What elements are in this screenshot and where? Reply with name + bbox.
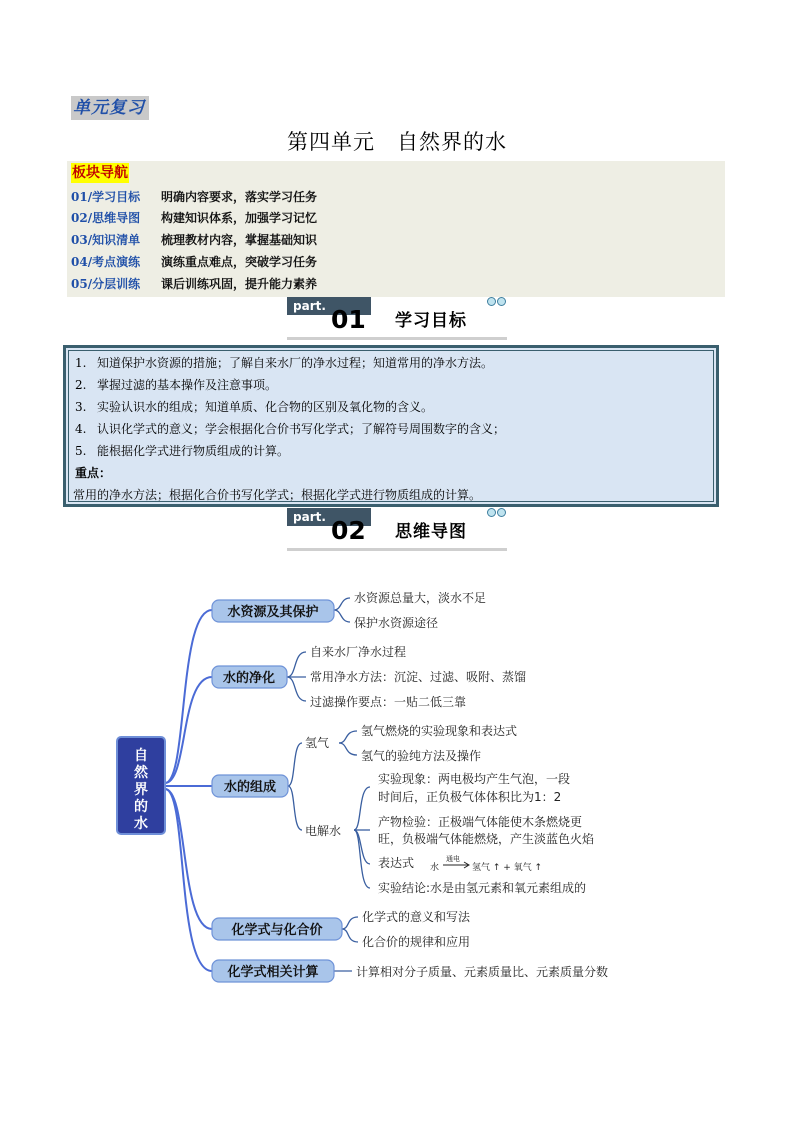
root-char: 界 [134,782,148,798]
sub-node-hydrogen: 氢气 [305,736,330,750]
leaf-text: 时间后，正负极气体体积比为1：2 [378,790,562,804]
leaf-text: 常用净水方法：沉淀、过滤、吸附、蒸馏 [310,670,527,684]
goal-number: 1. [75,356,87,370]
part-underline [287,337,507,340]
branch-line [165,610,212,783]
part-label: part. [287,297,371,315]
part-02-header [287,508,507,554]
node-label: 水的组成 [223,780,277,795]
root-char: 的 [134,799,148,815]
bubble-icon [487,508,496,517]
nav-item-code: 02/思维导图 [71,211,141,225]
expression-products: 氢气 ↑ + 氧气 ↑ [472,863,543,873]
nav-item-desc: 梳理教材内容，掌握基础知识 [161,233,318,247]
part-number: 02 [331,516,366,545]
leaf-text: 自来水厂净水过程 [310,645,407,659]
part-underline [287,548,507,551]
leaf-line [339,731,357,743]
leaf-line [354,787,370,830]
leaf-text: 实验结论:水是由氢元素和氧元素组成的 [378,881,587,895]
goals-inner-frame [68,350,714,502]
leaf-line [288,786,302,830]
expression-reactant: 水 [430,863,440,873]
key-points-label: 重点： [75,466,112,480]
nav-item [71,189,317,205]
nav-item-code: 04/考点演练 [71,255,141,269]
leaf-line [354,830,370,864]
goal-text: 掌握过滤的基本操作及注意事项。 [97,378,278,392]
leaf-text: 氢气的验纯方法及操作 [361,749,482,763]
root-char: 水 [134,816,148,832]
section-navigation [67,161,725,297]
branch-line [165,789,212,929]
leaf-line [334,598,350,610]
nav-item-desc: 构建知识体系，加强学习记忆 [161,211,318,225]
leaf-line [342,917,358,929]
goal-text: 实验认识水的组成；知道单质、化合物的区别及氧化物的含义。 [97,400,434,414]
nav-item-code: 05/分层训练 [71,277,141,291]
expression-label: 表达式 [378,856,415,870]
unit-review-tag: 单元复习 [71,96,149,120]
goal-number: 3. [75,400,87,414]
node-label: 化学式与化合价 [231,923,323,938]
leaf-text: 实验现象：两电极均产生气泡，一段 [378,772,571,786]
part-01-header [287,297,507,343]
root-char: 自 [134,748,148,764]
goal-number: 2. [75,378,87,392]
goal-number: 5. [75,444,87,458]
learning-goals-box [63,345,719,507]
nav-item [71,254,317,270]
part-title: 学习目标 [395,311,467,331]
leaf-line [287,677,306,701]
leaf-line [339,743,357,755]
part-number: 01 [331,305,366,334]
page-title: 第四单元 自然界的水 [287,130,507,154]
bubble-icon [497,297,506,306]
leaf-text: 化学式的意义和写法 [362,910,471,924]
key-points-text: 常用的净水方法；根据化合价书写化学式；根据化学式进行物质组成的计算。 [73,488,482,502]
nav-item [71,276,317,292]
goal-item [75,420,505,438]
branch-line [165,677,212,783]
leaf-line [342,929,358,942]
leaf-line [334,610,350,622]
nav-item-desc: 明确内容要求，落实学习任务 [161,190,318,204]
leaf-line [288,743,302,786]
nav-item-code: 01/学习目标 [71,190,141,204]
mind-map [0,560,794,1000]
nav-item [71,232,317,248]
nav-item-desc: 演练重点难点，突破学习任务 [161,255,318,269]
goal-item [75,354,493,372]
expression-condition: 通电 [446,855,460,863]
leaf-line [287,652,306,677]
goal-text: 认识化学式的意义；学会根据化合价书写化学式；了解符号周围数字的含义； [97,422,506,436]
goal-item [75,398,433,416]
root-char: 然 [134,765,148,781]
leaf-text: 过滤操作要点：一贴二低三靠 [310,695,467,709]
node-label: 化学式相关计算 [227,965,319,980]
node-label: 水的净化 [222,671,276,686]
goal-item [75,442,289,460]
leaf-text: 水资源总量大，淡水不足 [354,591,487,605]
nav-item-code: 03/知识清单 [71,233,141,247]
leaf-text: 产物检验：正极端气体能使木条燃烧更 [378,815,583,829]
nav-item [71,210,317,226]
bubble-icon [497,508,506,517]
nav-item-desc: 课后训练巩固，提升能力素养 [161,277,318,291]
leaf-line [354,830,370,888]
part-label: part. [287,508,371,526]
leaf-text: 保护水资源途径 [354,616,439,630]
goal-item [75,376,277,394]
leaf-text: 旺，负极端气体能燃烧，产生淡蓝色火焰 [378,832,595,846]
leaf-text: 化合价的规律和应用 [362,935,471,949]
goal-number: 4. [75,422,87,436]
nav-heading: 板块导航 [72,165,128,181]
leaf-text: 氢气燃烧的实验现象和表达式 [361,724,518,738]
part-title: 思维导图 [395,522,467,542]
sub-node-electrolysis: 电解水 [305,824,342,838]
goal-text: 知道保护水资源的措施；了解自来水厂的净水过程；知道常用的净水方法。 [97,356,494,370]
node-label: 水资源及其保护 [227,605,319,620]
leaf-text: 计算相对分子质量、元素质量比、元素质量分数 [356,965,609,979]
bubble-icon [487,297,496,306]
goal-text: 能根据化学式进行物质组成的计算。 [97,444,290,458]
